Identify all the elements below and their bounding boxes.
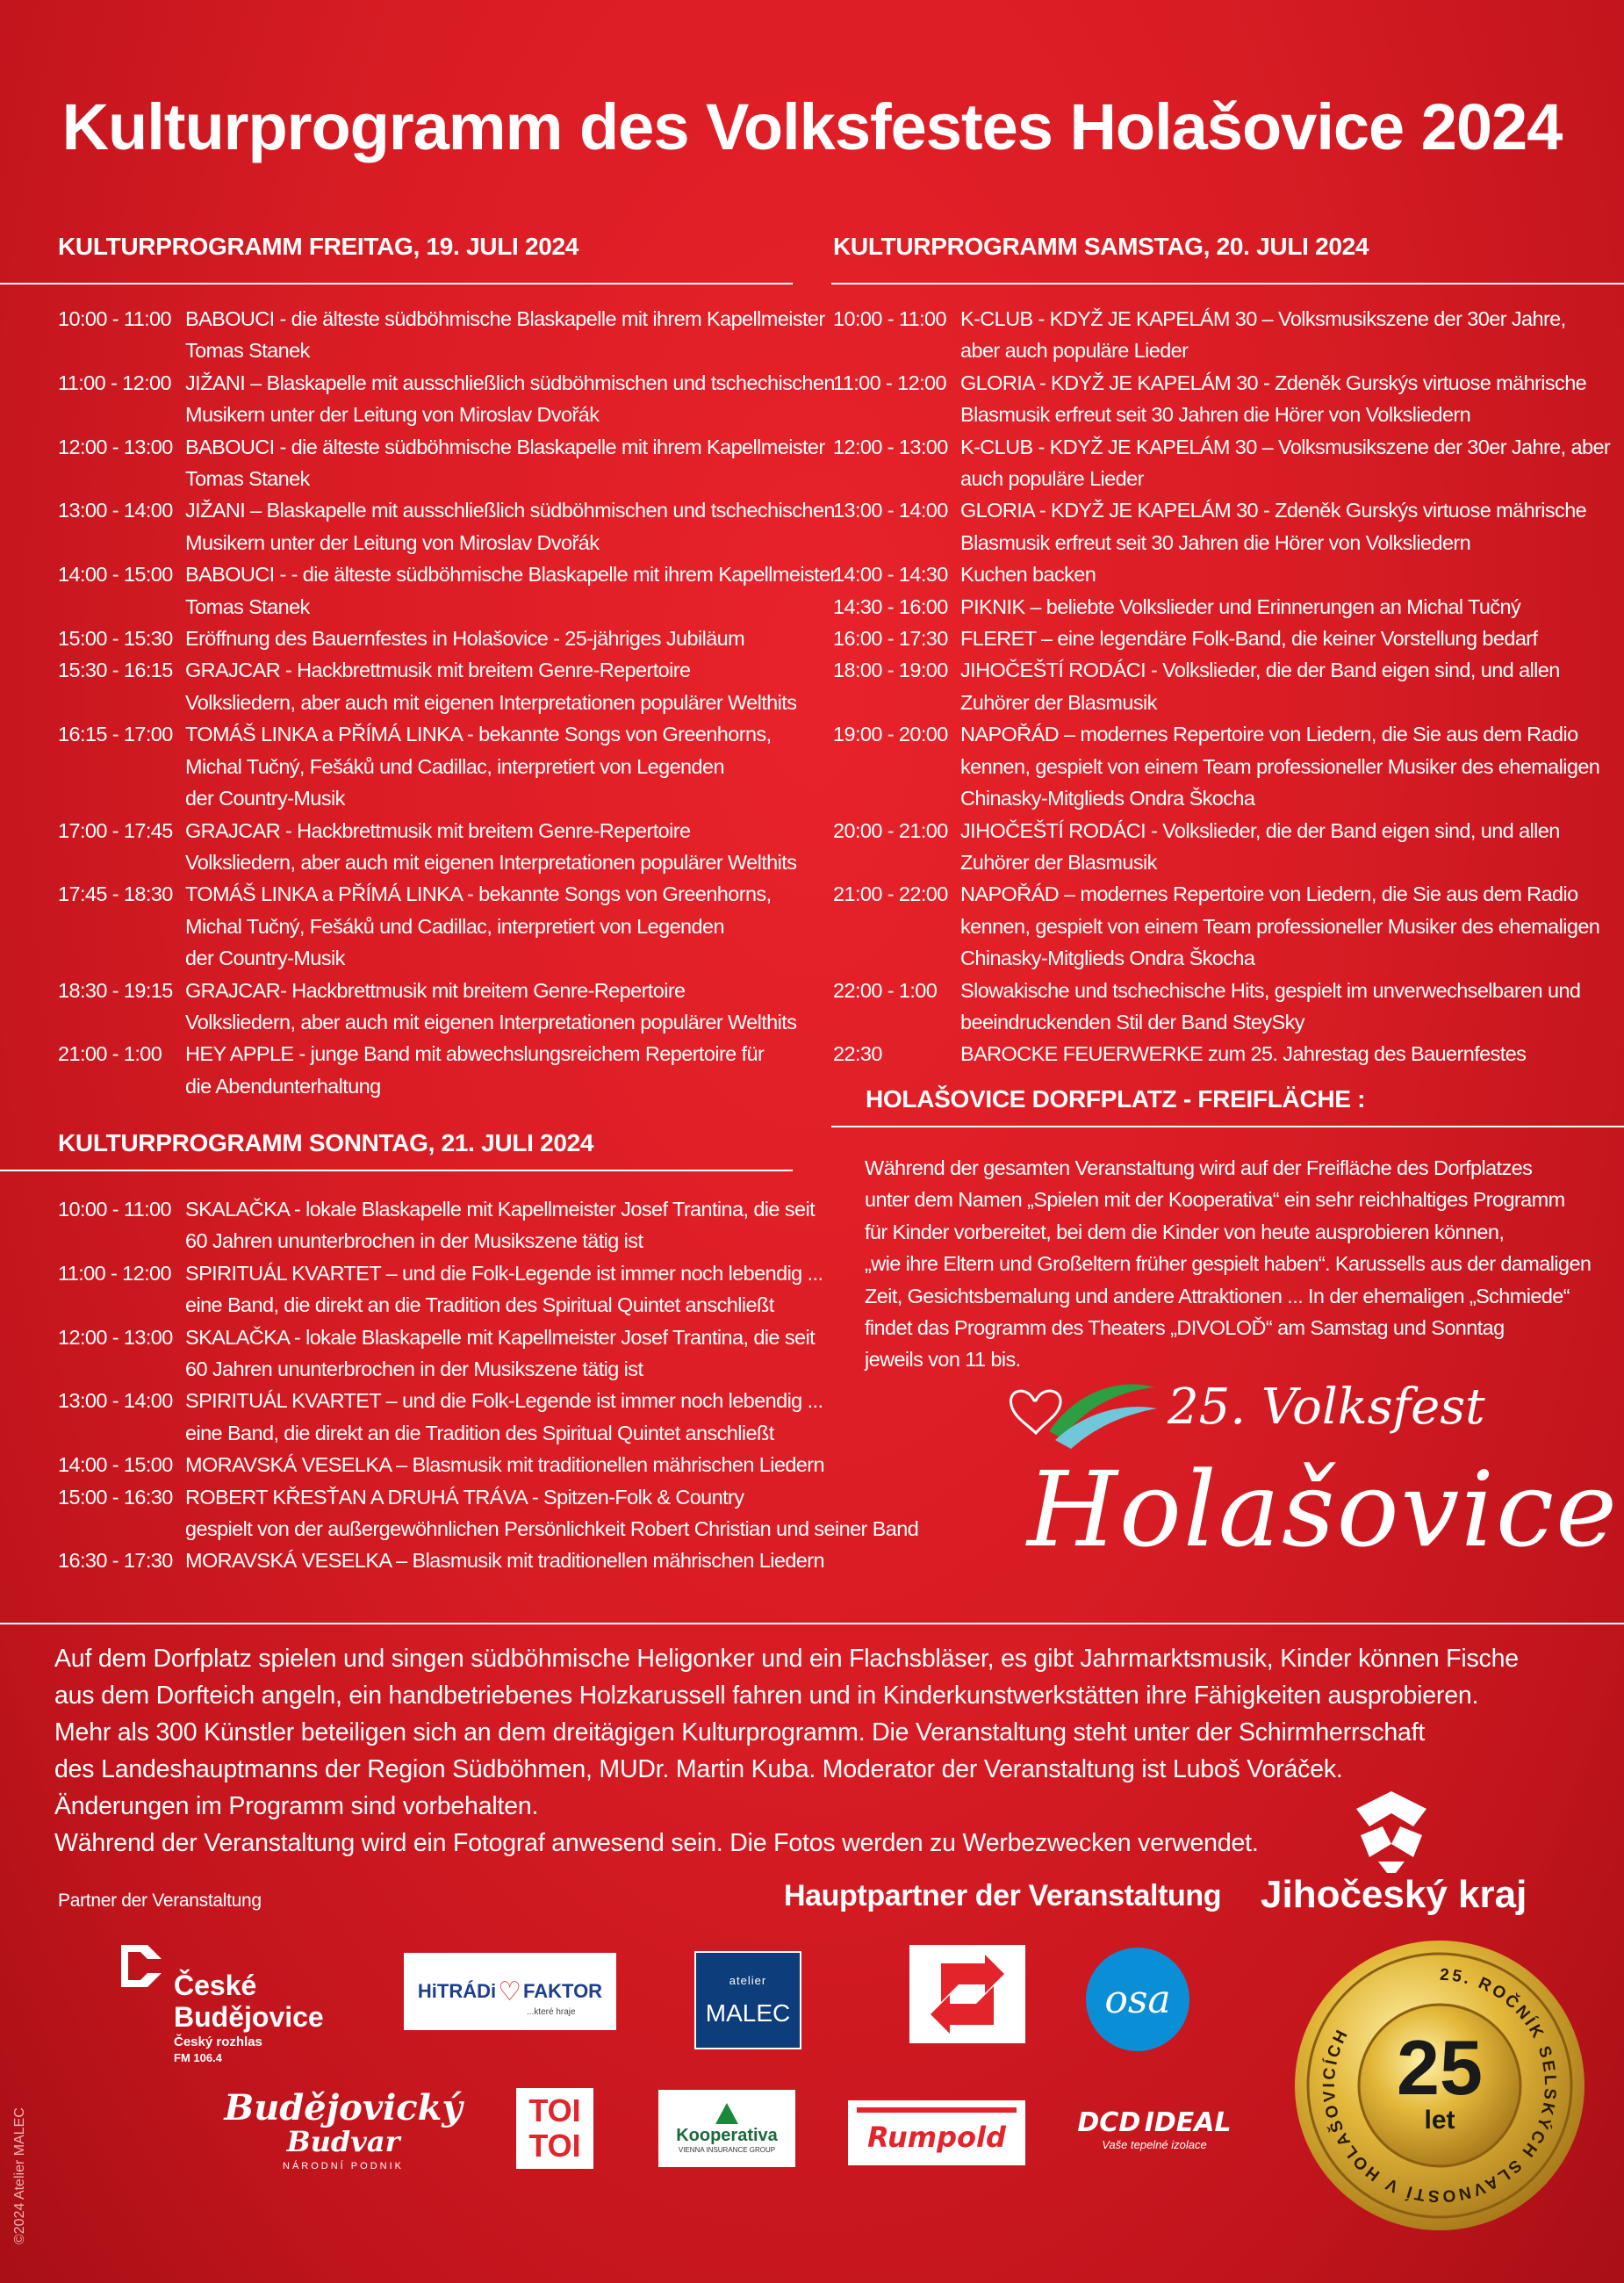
schedule-description: GRAJCAR - Hackbrettmusik mit breitem Genre-Repertoire [185, 818, 691, 842]
sunday-heading: KULTURPROGRAMM SONNTAG, 21. JULI 2024 [58, 1129, 594, 1156]
osa-logo [1086, 1948, 1189, 2051]
schedule-time: 12:00 - 13:00 [833, 435, 948, 458]
schedule-description: SKALAČKA - lokale Blaskapelle mit Kapellmeister Josef Trantina, die seit [185, 1198, 815, 1221]
schedule-row-continuation [833, 335, 1623, 366]
schedule-time: 19:00 - 20:00 [833, 723, 948, 746]
schedule-description: eine Band, die direkt an die Tradition des Spiritual Quintet anschließt [185, 1293, 774, 1317]
schedule-row [833, 431, 1623, 463]
schedule-row [58, 815, 848, 846]
rozhlas-icon [116, 1940, 169, 1992]
schedule-row [58, 1193, 901, 1225]
schedule-description: Michal Tučný, Fešáků und Cadillac, interpretiert von Legenden [185, 914, 724, 938]
schedule-description: BABOUCI - die älteste südböhmische Blaskapelle mit ihrem Kapellmeister [185, 307, 825, 330]
schedule-row-continuation [58, 751, 848, 782]
schedule-time: 10:00 - 11:00 [833, 307, 946, 330]
schedule-description: BABOUCI - die älteste südböhmische Blaskapelle mit ihrem Kapellmeister [185, 435, 825, 458]
festival-logo-line2: Holašovice [1027, 1449, 1619, 1570]
schedule-description: ROBERT KŘESŤAN A DRUHÁ TRÁVA - Spitzen-Folk & Country [185, 1485, 744, 1509]
rumpold-logo [848, 2100, 1025, 2165]
schedule-row [833, 558, 1623, 590]
schedule-time [833, 782, 960, 814]
schedule-row [58, 1038, 848, 1069]
schedule-time [58, 782, 185, 814]
schedule-time [833, 687, 960, 718]
schedule-row [58, 1545, 901, 1576]
dcd-text: DCD [1077, 2107, 1141, 2138]
kooperativa-logo [658, 2090, 795, 2167]
schedule-time: 18:30 - 19:15 [58, 978, 173, 1002]
schedule-time [58, 1070, 185, 1102]
cesky-rozhlas-logo [111, 1936, 365, 2064]
schedule-time: 17:45 - 18:30 [58, 882, 173, 906]
friday-rule [0, 283, 793, 284]
schedule-description: MORAVSKÁ VESELKA – Blasmusik mit traditionellen mährischen Liedern [185, 1549, 824, 1573]
svg-text:25. ROČNÍK SELSKÝCH SLAVNOSTÍ [1320, 1966, 1559, 2205]
schedule-description: der Country-Musik [185, 947, 345, 970]
schedule-time: 15:00 - 16:30 [58, 1485, 173, 1509]
schedule-time [833, 1006, 960, 1038]
schedule-time: 22:00 - 1:00 [833, 978, 938, 1002]
schedule-row [833, 303, 1623, 335]
schedule-row [58, 718, 848, 750]
schedule-description: GRAJCAR- Hackbrettmusik mit breitem Genre-Repertoire [185, 978, 686, 1002]
schedule-row [58, 494, 848, 526]
budvar-line1: Budějovický [224, 2087, 463, 2128]
schedule-time: 15:00 - 15:30 [58, 627, 173, 651]
atelier-malec-logo [694, 1951, 801, 2049]
schedule-row [58, 654, 848, 686]
schedule-description: Blasmusik erfreut seit 30 Jahren die Hörer von Volksliedern [960, 403, 1471, 427]
schedule-row [58, 878, 848, 910]
schedule-row-continuation [833, 463, 1623, 494]
friday-schedule [58, 303, 848, 1102]
schedule-time: 17:00 - 17:45 [58, 818, 173, 842]
schedule-row-continuation [58, 1513, 919, 1545]
main-partner-label: Hauptpartner der Veranstaltung [784, 1879, 1222, 1912]
rumpold-text: Rumpold [867, 2121, 1006, 2154]
schedule-row-continuation [58, 1353, 901, 1385]
schedule-row [58, 1385, 901, 1416]
schedule-row-continuation [833, 527, 1623, 558]
schedule-time: 16:15 - 17:00 [58, 723, 173, 746]
dorfplatz-text: Während der gesamten Veranstaltung wird auf der Freifläche des Dorfplatzes unter dem Namen „Spielen mit der Kooperativa“ ein sehr reichhaltiges Programm für Kinder vorbereitet, bei dem die Kinder von heute ausprobieren können, „wie ihre Eltern und Großeltern früher gespielt haben“. Karussells aus der damaligen Zeit, Gesichtsbemalung und andere Attraktionen ... In der ehemaligen „Schmiede“ findet das Programm des Theaters „DIVOLOĎ“ am Samstag und Sonntag jeweils von 11 bis. [865, 1156, 1592, 1372]
schedule-description: Tomas Stanek [185, 467, 310, 491]
dcd-slogan: Vaše tepelné izolace [1102, 2138, 1207, 2151]
schedule-time: 16:30 - 17:30 [58, 1549, 173, 1573]
schedule-description: JIHOČEŠTÍ RODÁCI - Volkslieder, die der Band eigen sind, und allen [960, 659, 1560, 682]
schedule-row-continuation [58, 399, 848, 430]
budvar-line3: NÁRODNÍ PODNIK [283, 2161, 404, 2171]
schedule-description: BABOUCI - - die älteste südböhmische Blaskapelle mit ihrem Kapellmeister [185, 563, 837, 587]
schedule-time: 13:00 - 14:00 [58, 1389, 173, 1413]
schedule-row-continuation [833, 911, 1623, 942]
rozhlas-line3: Český rozhlas [174, 2035, 262, 2049]
schedule-time: 13:00 - 14:00 [58, 499, 173, 522]
schedule-time: 10:00 - 11:00 [58, 307, 171, 330]
schedule-time [58, 1353, 185, 1385]
schedule-time: 11:00 - 12:00 [58, 371, 171, 394]
schedule-row [58, 1449, 901, 1480]
schedule-description: BAROCKE FEUERWERKE zum 25. Jahrestag des Bauernfestes [960, 1042, 1527, 1066]
schedule-row-continuation [833, 942, 1623, 974]
schedule-description: Volksliedern, aber auch mit eigenen Interpretationen populärer Welthits [185, 850, 797, 874]
rozhlas-line4: FM 106.4 [174, 2051, 222, 2064]
bottom-divider [0, 1623, 1624, 1624]
schedule-time [833, 527, 960, 558]
schedule-description: Musikern unter der Leitung von Miroslav Dvořák [185, 403, 600, 427]
schedule-time [58, 751, 185, 782]
schedule-description: die Abendunterhaltung [185, 1074, 381, 1098]
schedule-row [58, 1257, 901, 1289]
schedule-time: 21:00 - 22:00 [833, 882, 948, 906]
schedule-description: JIŽANI – Blaskapelle mit ausschließlich südböhmischen und tschechischen [185, 499, 835, 522]
schedule-time [58, 527, 185, 558]
faktor-text: FAKTOR [523, 1980, 603, 2002]
schedule-description: Eröffnung des Bauernfestes in Holašovice - 25-jähriges Jubiläum [185, 627, 745, 651]
schedule-row-continuation [58, 942, 848, 974]
schedule-description: der Country-Musik [185, 787, 345, 810]
malec-line1: atelier [729, 1973, 767, 1987]
schedule-row [833, 975, 1623, 1006]
osa-text: osa [1104, 1977, 1171, 2022]
schedule-time: 21:00 - 1:00 [58, 1042, 162, 1066]
schedule-description: Tomas Stanek [185, 594, 310, 618]
schedule-time: 13:00 - 14:00 [833, 499, 948, 522]
jihocesky-kraj-label: Jihočeský kraj [1261, 1873, 1527, 1916]
schedule-time [833, 463, 960, 494]
schedule-time [833, 335, 960, 366]
anniversary-badge [1290, 1936, 1589, 2235]
toitoi-line2: TOI [528, 2128, 581, 2164]
schedule-time: 10:00 - 11:00 [58, 1198, 171, 1221]
schedule-time: 20:00 - 21:00 [833, 818, 948, 842]
schedule-description: FLERET – eine legendäre Folk-Band, die keiner Vorstellung bedarf [960, 627, 1538, 651]
schedule-description: NAPOŘÁD – modernes Repertoire von Liedern, die Sie aus dem Radio [960, 723, 1578, 746]
kooperativa-line1: Kooperativa [676, 2126, 778, 2145]
dorfplatz-heading: HOLAŠOVICE DORFPLATZ - FREIFLÄCHE : [866, 1085, 1366, 1113]
schedule-time [58, 1006, 185, 1038]
schedule-description: SKALAČKA - lokale Blaskapelle mit Kapellmeister Josef Trantina, die seit [185, 1325, 815, 1349]
schedule-row [833, 591, 1623, 623]
schedule-description: Musikern unter der Leitung von Miroslav Dvořák [185, 530, 600, 554]
festival-logo [1001, 1370, 1619, 1589]
schedule-row-continuation [58, 1289, 901, 1321]
schedule-description: JIHOČEŠTÍ RODÁCI - Volkslieder, die der Band eigen sind, und allen [960, 818, 1560, 842]
schedule-row [833, 815, 1623, 846]
ideal-text: IDEAL [1144, 2107, 1232, 2138]
schedule-row-continuation [58, 527, 848, 558]
rozhlas-line2: Budějovice [174, 2001, 324, 2033]
schedule-row-continuation [58, 911, 848, 942]
rumpold-bar [857, 2107, 1017, 2113]
saturday-heading: KULTURPROGRAMM SAMSTAG, 20. JULI 2024 [833, 233, 1369, 260]
jihocesky-kraj-emblem-icon [1343, 1787, 1440, 1875]
schedule-description: GLORIA - KDYŽ JE KAPELÁM 30 - Zdeněk Gurskýs virtuose mährische [960, 371, 1587, 394]
schedule-time [58, 399, 185, 430]
schedule-row-continuation [58, 463, 848, 494]
schedule-time [58, 463, 185, 494]
schedule-time [58, 1289, 185, 1321]
schedule-description: TOMÁŠ LINKA a PŘÍMÁ LINKA - bekannte Songs von Greenhorns, [185, 882, 772, 906]
schedule-time [58, 591, 185, 623]
schedule-row-continuation [833, 751, 1623, 782]
schedule-row-continuation [58, 782, 848, 814]
schedule-time: 22:30 [833, 1042, 882, 1066]
copyright: ©2024 Atelier MALEC [12, 2107, 27, 2244]
sunday-rule [0, 1170, 793, 1171]
kooperativa-line2: VIENNA INSURANCE GROUP [678, 2146, 776, 2154]
schedule-description: kennen, gespielt von einem Team professioneller Musiker des ehemaligen [960, 754, 1600, 778]
schedule-row-continuation [58, 1417, 901, 1449]
dorfplatz-rule [831, 1126, 1624, 1127]
schedule-row-continuation [58, 591, 848, 623]
schedule-row-continuation [58, 687, 848, 718]
schedule-row-continuation [58, 1225, 901, 1257]
sunday-schedule [58, 1193, 919, 1577]
kooperativa-tree-icon [714, 2103, 740, 2126]
page-title: Kulturprogramm des Volksfestes Holašovice 2024 [61, 90, 1563, 163]
schedule-time [58, 687, 185, 718]
hitradio-faktor-logo [404, 1953, 616, 2030]
schedule-description: MORAVSKÁ VESELKA – Blasmusik mit traditionellen mährischen Liedern [185, 1453, 824, 1477]
schedule-row-continuation [833, 782, 1623, 814]
schedule-description: Volksliedern, aber auch mit eigenen Interpretationen populärer Welthits [185, 690, 797, 714]
dcd-ideal-logo [1067, 2094, 1242, 2164]
toitoi-logo [516, 2088, 593, 2169]
schedule-time [833, 846, 960, 878]
schedule-row [833, 1038, 1623, 1069]
schedule-description: Zuhörer der Blasmusik [960, 850, 1157, 874]
friday-heading: KULTURPROGRAMM FREITAG, 19. JULI 2024 [58, 233, 579, 260]
recycling-logo [909, 1945, 1025, 2043]
schedule-time: 11:00 - 12:00 [58, 1261, 171, 1285]
schedule-time [58, 1417, 185, 1449]
schedule-description: aber auch populäre Lieder [960, 339, 1189, 363]
toitoi-line1: TOI [528, 2092, 581, 2128]
recycling-arrows-icon [923, 1955, 1011, 2034]
schedule-time: 11:00 - 12:00 [833, 371, 946, 394]
schedule-time: 14:30 - 16:00 [833, 594, 948, 618]
schedule-row [58, 975, 848, 1006]
schedule-description: K-CLUB - KDYŽ JE KAPELÁM 30 – Volksmusikszene der 30er Jahre, [960, 307, 1566, 330]
schedule-time: 18:00 - 19:00 [833, 659, 948, 682]
schedule-description: 60 Jahren ununterbrochen in der Musikszene tätig ist [185, 1229, 643, 1253]
schedule-row-continuation [58, 846, 848, 878]
schedule-time [58, 335, 185, 366]
malec-line2: MALEC [705, 1999, 791, 2027]
saturday-rule [831, 283, 1624, 284]
schedule-time: 16:00 - 17:30 [833, 627, 948, 651]
hitradio-slogan: ...které hraje [527, 2007, 576, 2017]
schedule-row-continuation [58, 1006, 848, 1038]
schedule-time [58, 942, 185, 974]
schedule-description: TOMÁŠ LINKA a PŘÍMÁ LINKA - bekannte Songs von Greenhorns, [185, 723, 772, 746]
schedule-description: PIKNIK – beliebte Volkslieder und Erinnerungen an Michal Tučný [960, 594, 1521, 618]
schedule-time: 14:00 - 15:00 [58, 1453, 173, 1477]
schedule-time [833, 751, 960, 782]
schedule-description: K-CLUB - KDYŽ JE KAPELÁM 30 – Volksmusikszene der 30er Jahre, aber [960, 435, 1611, 458]
schedule-description: JIŽANI – Blaskapelle mit ausschließlich südböhmischen und tschechischen [185, 371, 835, 394]
schedule-time: 12:00 - 13:00 [58, 435, 173, 458]
schedule-row-continuation [833, 687, 1623, 718]
schedule-row-continuation [833, 1006, 1623, 1038]
schedule-row [58, 367, 848, 399]
schedule-description: Chinasky-Mitglieds Ondra Škocha [960, 947, 1255, 970]
schedule-row [58, 431, 848, 463]
schedule-row [833, 654, 1623, 686]
schedule-description: HEY APPLE - junge Band mit abwechslungsreichem Repertoire für [185, 1042, 765, 1066]
schedule-row [833, 718, 1623, 750]
schedule-description: gespielt von der außergewöhnlichen Persönlichkeit Robert Christian und seiner Band [185, 1517, 919, 1541]
hitradio-text: HiTRÁDi [417, 1980, 497, 2002]
schedule-row [58, 623, 848, 654]
partner-label: Partner der Veranstaltung [58, 1890, 262, 1911]
schedule-row-continuation [58, 1070, 848, 1102]
badge-ring-label: 25. ROČNÍK SELSKÝCH SLAVNOSTÍ V HOLAŠOVICÍCH [1319, 1965, 1560, 2206]
heart-icon: ♡ [498, 1977, 522, 2006]
schedule-row [833, 494, 1623, 526]
schedule-description: auch populäre Lieder [960, 467, 1144, 491]
schedule-row-continuation [833, 846, 1623, 878]
schedule-time: 14:00 - 14:30 [833, 563, 948, 587]
schedule-description: Zuhörer der Blasmusik [960, 690, 1157, 714]
info-paragraph: Auf dem Dorfplatz spielen und singen südböhmische Heligonker und ein Flachsbläser, es gibt Jahrmarktsmusik, Kinder können Fische aus dem Dorfteich angeln, ein handbetriebenes Holzkarussell fahren und in Kinderkunstwerkstätten ihre Fähigkeiten ausprobieren. Mehr als 300 Künstler beteiligen sich an dem dreitägigen Kulturprogramm. Die Veranstaltung steht unter der Schirmherrschaft des Landeshauptmanns der Region Südböhmen, MUDr. Martin Kuba. Moderator der Veranstaltung ist Luboš Voráček. Änderungen im Programm sind vorbehalten. Während der Veranstaltung wird ein Fotograf anwesend sein. Die Fotos werden zu Werbezwecken verwendet. [54, 1645, 1519, 1857]
schedule-row [833, 367, 1623, 399]
schedule-description: eine Band, die direkt an die Tradition des Spiritual Quintet anschließt [185, 1421, 774, 1444]
budvar-line2: Budvar [286, 2125, 400, 2158]
badge-ring-text [1290, 1936, 1589, 2235]
schedule-time [833, 942, 960, 974]
schedule-description: Michal Tučný, Fešáků und Cadillac, interpretiert von Legenden [185, 754, 724, 778]
schedule-description: GLORIA - KDYŽ JE KAPELÁM 30 - Zdeněk Gurskýs virtuose mährische [960, 499, 1587, 522]
schedule-time [833, 399, 960, 430]
schedule-description: Volksliedern, aber auch mit eigenen Interpretationen populärer Welthits [185, 1010, 797, 1033]
schedule-description: Kuchen backen [960, 563, 1096, 587]
schedule-description: beeindruckenden Stil der Band SteySky [960, 1010, 1304, 1033]
schedule-time: 14:00 - 15:00 [58, 563, 173, 587]
schedule-row [833, 878, 1623, 910]
schedule-row [58, 558, 848, 590]
schedule-description: Slowakische und tschechische Hits, gespielt im unverwechselbaren und [960, 978, 1581, 1002]
schedule-row [833, 623, 1623, 654]
badge-number: 25 [1397, 2024, 1483, 2111]
budvar-logo [224, 2083, 463, 2179]
schedule-description: 60 Jahren ununterbrochen in der Musikszene tätig ist [185, 1358, 643, 1381]
schedule-description: kennen, gespielt von einem Team professioneller Musiker des ehemaligen [960, 914, 1600, 938]
schedule-description: SPIRITUÁL KVARTET – und die Folk-Legende ist immer noch lebendig ... [185, 1261, 823, 1285]
schedule-description: Blasmusik erfreut seit 30 Jahren die Hörer von Volksliedern [960, 530, 1471, 554]
schedule-time [58, 846, 185, 878]
schedule-row [58, 1322, 901, 1353]
schedule-description: Tomas Stanek [185, 339, 310, 363]
schedule-time: 15:30 - 16:15 [58, 659, 173, 682]
schedule-time [833, 911, 960, 942]
rozhlas-line1: České [174, 1970, 257, 2001]
schedule-time [58, 911, 185, 942]
schedule-row-continuation [833, 399, 1623, 430]
schedule-row [58, 1481, 901, 1513]
schedule-time [58, 1513, 185, 1545]
schedule-time: 12:00 - 13:00 [58, 1325, 173, 1349]
schedule-description: GRAJCAR - Hackbrettmusik mit breitem Genre-Repertoire [185, 659, 691, 682]
schedule-description: SPIRITUÁL KVARTET – und die Folk-Legende ist immer noch lebendig ... [185, 1389, 823, 1413]
badge-unit: let [1424, 2106, 1455, 2135]
schedule-time [58, 1225, 185, 1257]
schedule-row-continuation [58, 335, 848, 366]
schedule-description: NAPOŘÁD – modernes Repertoire von Liedern, die Sie aus dem Radio [960, 882, 1578, 906]
saturday-schedule [833, 303, 1623, 1070]
schedule-row [58, 303, 848, 335]
festival-logo-line1: 25. Volksfest [1168, 1379, 1485, 1436]
schedule-description: Chinasky-Mitglieds Ondra Škocha [960, 787, 1255, 810]
